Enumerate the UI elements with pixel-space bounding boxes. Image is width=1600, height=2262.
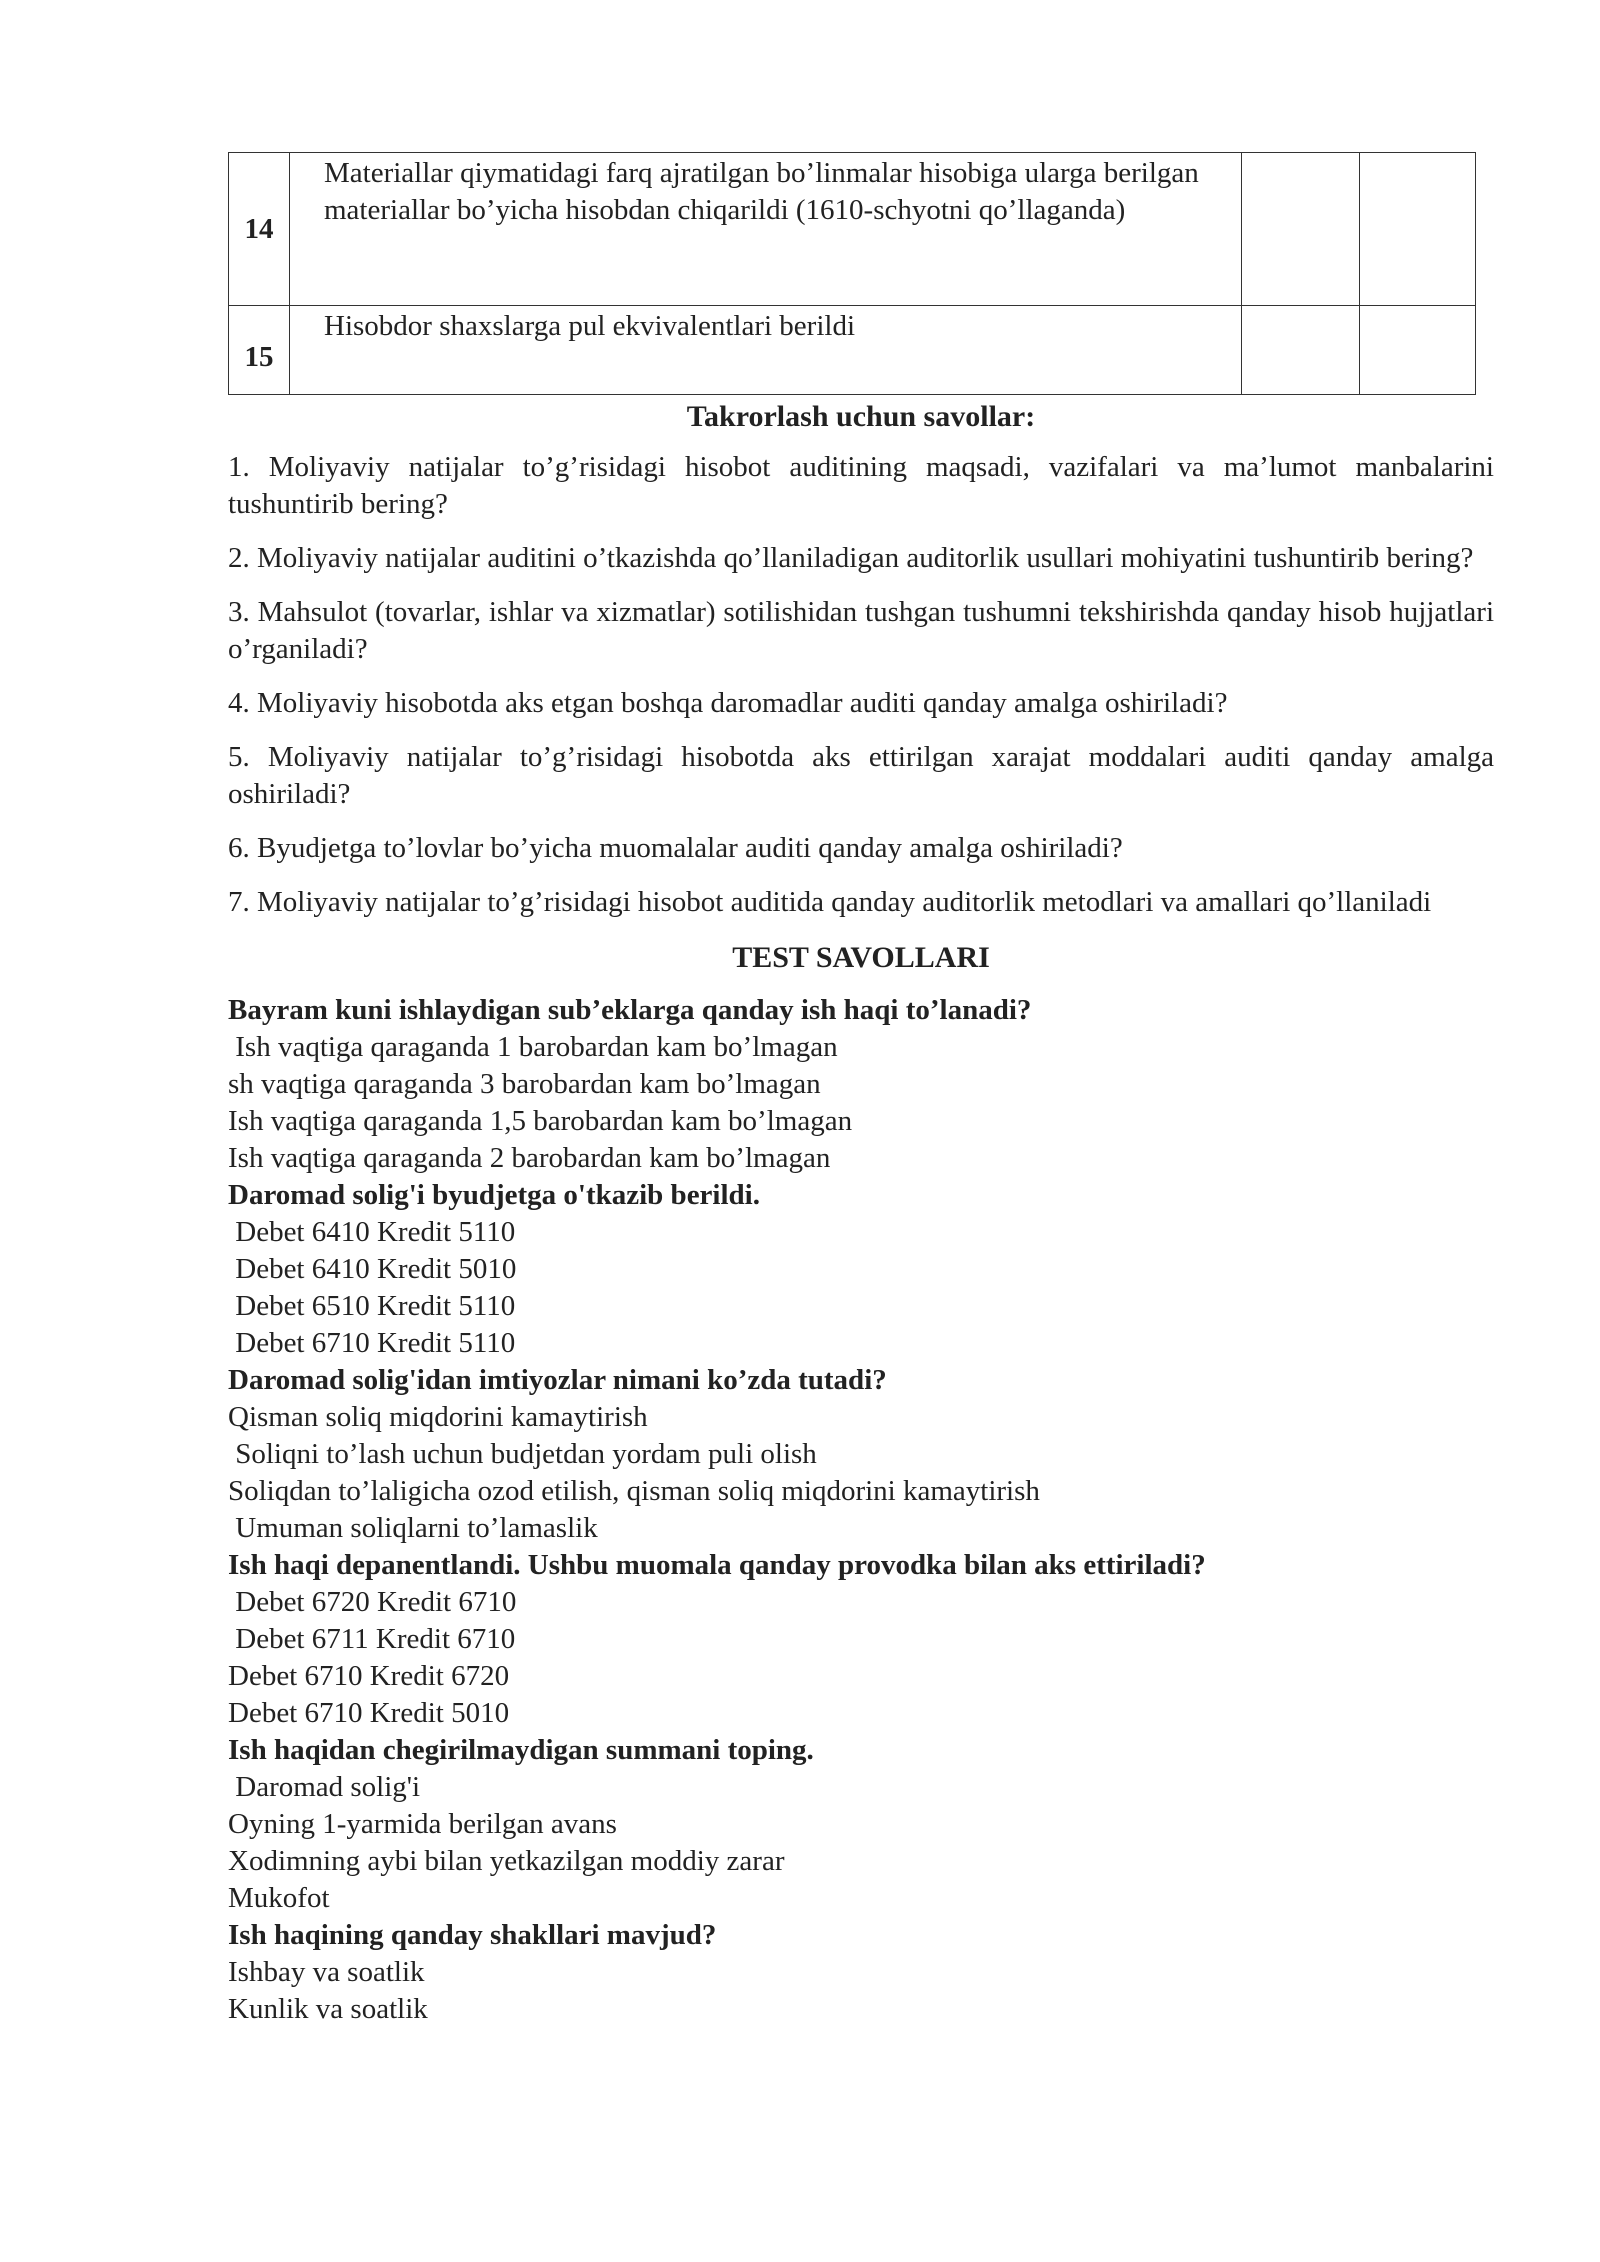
test-question: Daromad solig'idan imtiyozlar nimani ko’zda tutadi? [228, 1364, 887, 1396]
test-answer: Ishbay va soatlik [228, 1956, 425, 1988]
document-page [228, 152, 1494, 2028]
table-row [229, 306, 1476, 395]
test-answer: Debet 6510 Kredit 5110 [228, 1290, 516, 1322]
test-answer: sh vaqtiga qaraganda 3 barobardan kam bo’lmagan [228, 1068, 821, 1100]
table-row [229, 153, 1476, 306]
row-number: 14 [229, 153, 290, 306]
test-answer: Ish vaqtiga qaraganda 2 barobardan kam bo’lmagan [228, 1142, 831, 1174]
review-question: 4. Moliyaviy hisobotda aks etgan boshqa daromadlar auditi qanday amalga oshiriladi? [228, 687, 1228, 719]
test-answer: Kunlik va soatlik [228, 1993, 428, 2025]
test-answer: Ish vaqtiga qaraganda 1,5 barobardan kam bo’lmagan [228, 1105, 853, 1137]
test-answer: Soliqni to’lash uchun budjetdan yordam puli olish [228, 1438, 817, 1470]
review-question: 6. Byudjetga to’lovlar bo’yicha muomalalar auditi qanday amalga oshiriladi? [228, 832, 1123, 864]
row-description: Hisobdor shaxslarga pul ekvivalentlari berildi [290, 306, 1242, 395]
empty-cell [1360, 153, 1476, 306]
test-item [228, 1547, 1494, 1732]
empty-cell [1242, 306, 1360, 395]
review-question: 7. Moliyaviy natijalar to’g’risidagi hisobot auditida qanday auditorlik metodlari va amallari qo’llaniladi [228, 886, 1432, 918]
test-answer: Daromad solig'i [228, 1771, 421, 1803]
test-item [228, 992, 1494, 1177]
test-answer: Debet 6710 Kredit 6720 [228, 1660, 510, 1692]
test-question: Ish haqining qanday shakllari mavjud? [228, 1919, 717, 1951]
test-answer: Debet 6720 Kredit 6710 [228, 1586, 517, 1618]
empty-cell [1242, 153, 1360, 306]
review-heading: Takrorlash uchun savollar: [686, 400, 1036, 433]
test-heading: TEST SAVOLLARI [732, 941, 990, 974]
test-item [228, 1362, 1494, 1547]
test-answer: Mukofot [228, 1882, 330, 1914]
row-number: 15 [229, 306, 290, 395]
empty-cell [1360, 306, 1476, 395]
test-question: Daromad solig'i byudjetga o'tkazib berildi. [228, 1179, 760, 1211]
test-item [228, 1732, 1494, 1917]
operations-table [228, 152, 1476, 395]
test-answer: Ish vaqtiga qaraganda 1 barobardan kam bo’lmagan [228, 1031, 838, 1063]
review-question: 1. Moliyaviy natijalar to’g’risidagi hisobot auditining maqsadi, vazifalari va ma’lumot manbalarini tushuntirib bering? [228, 451, 1494, 520]
test-answer: Debet 6710 Kredit 5110 [228, 1327, 516, 1359]
test-answer: Soliqdan to’laligicha ozod etilish, qisman soliq miqdorini kamaytirish [228, 1475, 1040, 1507]
test-answer: Debet 6410 Kredit 5010 [228, 1253, 517, 1285]
test-answer: Debet 6711 Kredit 6710 [228, 1623, 516, 1655]
test-answer: Umuman soliqlarni to’lamaslik [228, 1512, 598, 1544]
test-answer: Debet 6410 Kredit 5110 [228, 1216, 516, 1248]
review-question: 3. Mahsulot (tovarlar, ishlar va xizmatlar) sotilishidan tushgan tushumni tekshirishda qanday hisob hujjatlari o’rganiladi? [228, 596, 1494, 665]
review-question: 2. Moliyaviy natijalar auditini o’tkazishda qo’llaniladigan auditorlik usullari mohiyatini tushuntirib bering? [228, 542, 1474, 574]
test-question: Bayram kuni ishlaydigan sub’eklarga qanday ish haqi to’lanadi? [228, 994, 1032, 1026]
row-description: Materiallar qiymatidagi farq ajratilgan bo’linmalar hisobiga ularga berilgan materiallar bo’yicha hisobdan chiqarildi (1610-schyotni qo’llaganda) [290, 153, 1242, 306]
test-item [228, 1177, 1494, 1362]
test-answer: Oyning 1-yarmida berilgan avans [228, 1808, 617, 1840]
test-item [228, 1917, 1494, 2028]
test-answer: Xodimning aybi bilan yetkazilgan moddiy zarar [228, 1845, 785, 1877]
test-answer: Debet 6710 Kredit 5010 [228, 1697, 510, 1729]
test-answer: Qisman soliq miqdorini kamaytirish [228, 1401, 648, 1433]
test-question: Ish haqidan chegirilmaydigan summani toping. [228, 1734, 814, 1766]
review-question: 5. Moliyaviy natijalar to’g’risidagi hisobotda aks ettirilgan xarajat moddalari auditi qanday amalga oshiriladi? [228, 741, 1494, 810]
test-question: Ish haqi depanentlandi. Ushbu muomala qanday provodka bilan aks ettiriladi? [228, 1549, 1206, 1581]
